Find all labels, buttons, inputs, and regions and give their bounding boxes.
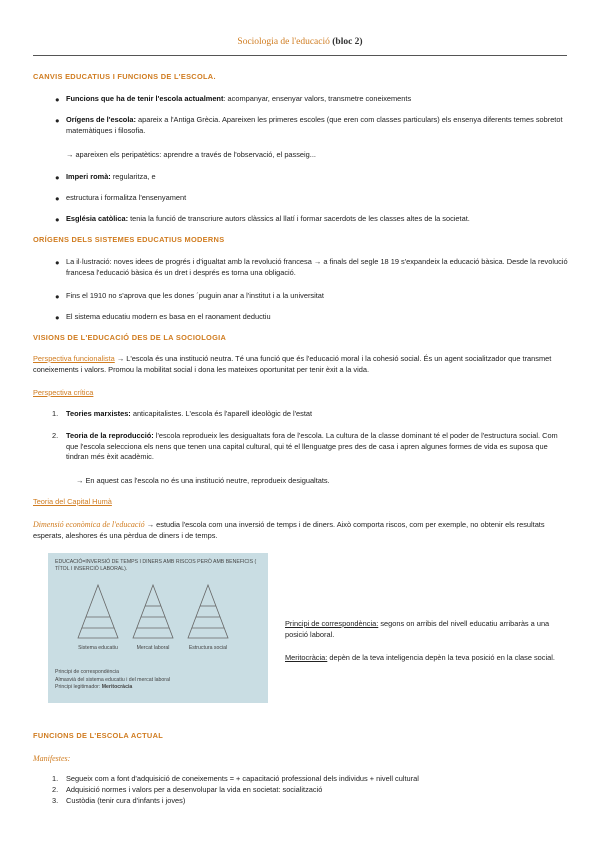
list-item: Teories marxistes: anticapitalistes. L'escola és l'aparell ideològic de l'estat: [66, 409, 313, 418]
list-subitem: → apareixen els peripatètics: aprendre a través de l'observació, el passeig...: [66, 150, 316, 159]
list-number: 2.: [52, 785, 59, 794]
bullet: ●: [55, 173, 60, 182]
list-number: 2.: [52, 431, 59, 440]
list-item: Segueix com a font d'adquisició de coneixements = + capacitació professional dels individus + nivell cultural: [66, 774, 419, 783]
diagram-caption: EDUCACIÓ=INVERSIÓ DE TEMPS I DINERS AMB RISCOS PERÒ AMB BENEFICIS ( TÍTOL I INSERCIÓ LABORAL).: [55, 559, 257, 573]
list-number: 1.: [52, 774, 59, 783]
list-item: Fins el 1910 no s'aprova que les dones ´puguin anar a l'institut i a la universitat: [66, 291, 324, 300]
pyramid-estructura-icon: [188, 585, 228, 638]
bullet: ●: [55, 215, 60, 224]
paragraph-meritocracia: Meritocràcia: depèn de la teva inteligencia depèn la teva posició en la clase social.: [285, 653, 555, 662]
bullet: ●: [55, 95, 60, 104]
paragraph-correspondencia: Principi de correspondència: segons on arribis del nivell educatiu arribaràs a una posició laboral.: [285, 619, 550, 639]
paragraph-dimensio: Dimensió econòmica de l'educació → estudia l'escola com una inversió de temps i de diners. Això comporta riscos, com per exemple, no obtenir els resultats esperats, aleshores és una pèrdua de diners i de temps.: [33, 520, 545, 540]
diagram-note: Principi legitimador: Meritocràcia: [55, 684, 133, 691]
subheading-critica: Perspectiva crítica: [33, 388, 94, 397]
pyramid-mercat-icon: [133, 585, 173, 638]
bullet: ●: [55, 116, 60, 125]
list-item: Adquisició normes i valors per a desenvolupar la vida en societat: socialització: [66, 785, 323, 794]
list-number: 3.: [52, 796, 59, 805]
bullet: ●: [55, 292, 60, 301]
section-heading-funcions: FUNCIONS DE L'ESCOLA ACTUAL: [33, 731, 164, 740]
list-item: Funcions que ha de tenir l'escola actualment: acompanyar, ensenyar valors, transmetre coneixements: [66, 94, 412, 103]
page-title: Sociologia de l'educació (bloc 2): [237, 37, 363, 47]
diagram-note: Almasvià del sistema educatiu i del mercat laboral: [55, 676, 171, 683]
section-heading-origens: ORÍGENS DELS SISTEMES EDUCATIUS MODERNS: [33, 235, 225, 244]
bullet: ●: [55, 194, 60, 203]
pyramid-diagram-image: [48, 553, 268, 703]
list-item: Custòdia (tenir cura d'infants i joves): [66, 796, 186, 805]
diagram-label-estructura: Estructura social: [188, 645, 228, 651]
diagram-label-sistema: Sistema educatiu: [78, 645, 118, 651]
section-heading-visions: VISIONS DE L'EDUCACIÓ DES DE LA SOCIOLOGIA: [33, 333, 227, 342]
list-item: El sistema educatiu modern es basa en el raonament deductiu: [66, 312, 271, 321]
list-item: Imperi romà: regularitza, e: [66, 172, 156, 181]
diagram-label-mercat: Mercat laboral: [136, 645, 170, 651]
section-heading-canvis: CANVIS EDUCATIUS I FUNCIONS DE L'ESCOLA.: [33, 72, 216, 81]
subheading-manifestes: Manifestes:: [33, 754, 71, 763]
diagram-note: Principi de correspondència: [55, 669, 120, 675]
list-item: La il·lustració: noves idees de progrés i d'igualtat amb la revolució francesa → a finals del segle 18 19 s'expandeix la educació bàsica. Desde la revolució francesa l'educació bàsica és un dret i després es torna una obligació.: [66, 257, 568, 277]
list-item: Teoria de la reproducció: l'escola reprodueix les desigualtats fora de l'escola. La cultura de la classe dominant té el poder de l'estructura social. Com que l'escola selecciona els nens que tenen una capital cultural, qui té el llenguatge pres des de casa i apren algunes formes de vida es suposa que tindran més èxit acadèmic.: [66, 431, 558, 462]
subheading-capital-huma: Teoria del Capital Humà: [33, 497, 112, 506]
list-item: estructura i formalitza l'ensenyament: [66, 193, 187, 202]
pyramid-sistema-icon: [78, 585, 118, 638]
bullet: ●: [55, 258, 60, 267]
paragraph-funcionalista: Perspectiva funcionalista → L'escola és una institució neutra. Té una funció que és l'educació moral i la cohesió social. És un agent socialitzador que transmet coneixements i valors. Promou la mobilitat social i dona les mateixes oportunitat per tenir èxit a la vida.: [33, 354, 552, 374]
title-divider: [33, 55, 567, 56]
diagram-notes: [55, 669, 170, 692]
list-item: Església catòlica: tenia la funció de transcriure autors clàssics al llatí i formar sacerdots de les classes altes de la societat.: [66, 214, 470, 223]
list-subitem: → En aquest cas l'escola no és una institució neutre, reprodueix desigualtats.: [76, 476, 330, 485]
list-item: Orígens de l'escola: apareix a l'Antiga Grècia. Apareixen les primeres escoles (que eren com classes particulars) els ensenya diferents temes sobretot matemàtiques i filosofia.: [66, 115, 563, 135]
bullet: ●: [55, 313, 60, 322]
list-number: 1.: [52, 409, 59, 418]
